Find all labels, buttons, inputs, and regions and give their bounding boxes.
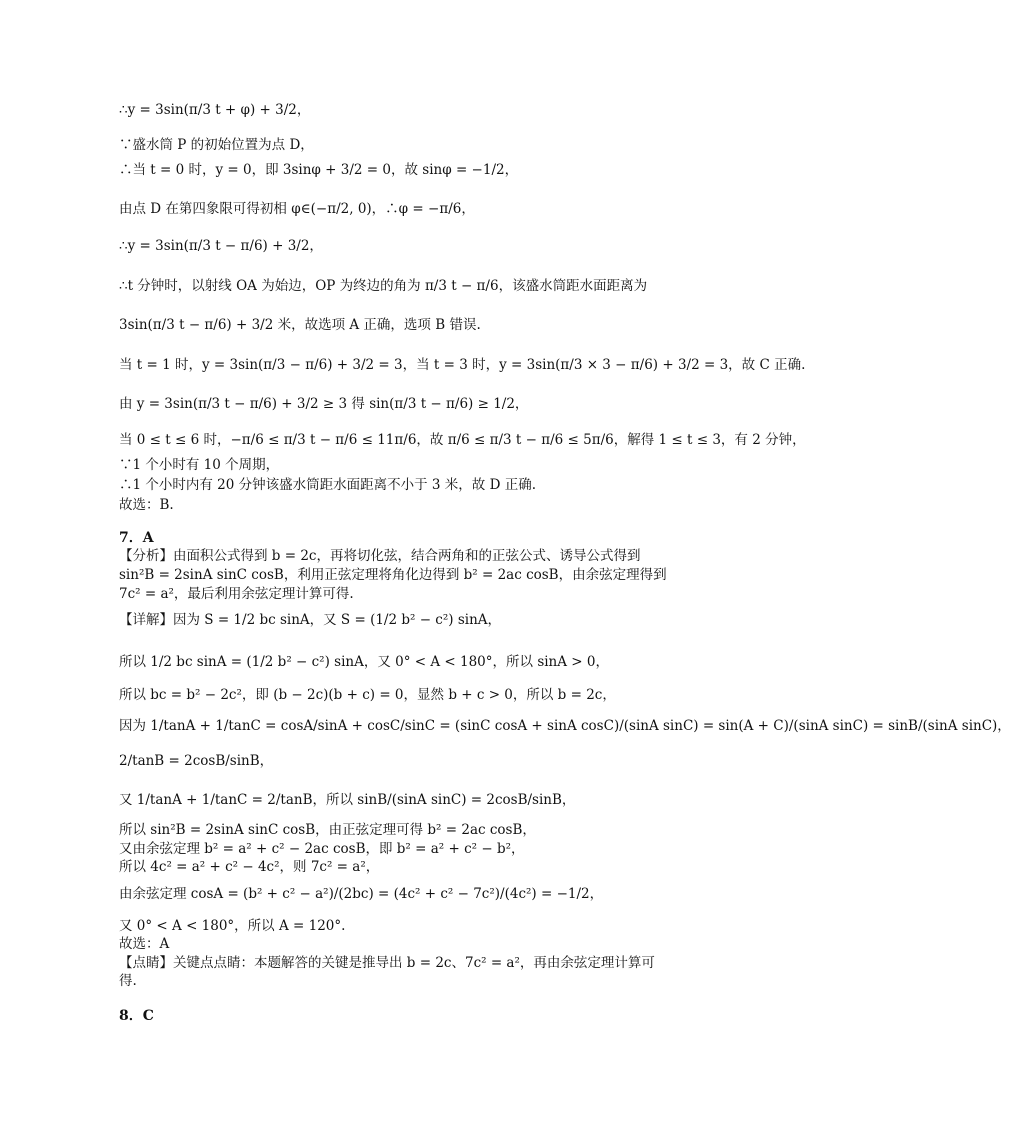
text-line: 得. (119, 973, 137, 989)
text-line: 当 0 ≤ t ≤ 6 时，−π/6 ≤ π/3 t − π/6 ≤ 11π/6，故 π/6 ≤ π/3 t − π/6 ≤ 5π/6，解得 1 ≤ t ≤ 3，有 2 分钟， (119, 432, 806, 448)
text-line: 故选：B. (119, 497, 174, 513)
text-line: 所以 bc = b² − 2c²，即 (b − 2c)(b + c) = 0，显然 b + c > 0，所以 b = 2c， (119, 687, 616, 703)
text-line: 【详解】因为 S = 1/2 bc sinA，又 S = (1/2 b² − c²) sinA， (119, 612, 502, 628)
text-line: ∴当 t = 0 时，y = 0，即 3sinφ + 3/2 = 0，故 sinφ = −1/2， (119, 162, 519, 178)
text-line: 所以 1/2 bc sinA = (1/2 b² − c²) sinA，又 0° < A < 180°，所以 sinA > 0， (119, 654, 609, 670)
text-line: 又 1/tanA + 1/tanC = 2/tanB，所以 sinB/(sinA sinC) = 2cosB/sinB， (119, 792, 576, 808)
text-line: 故选：A (119, 936, 170, 952)
answer-heading: 8．C (119, 1008, 154, 1024)
text-line: 又由余弦定理 b² = a² + c² − 2ac cosB，即 b² = a² + c² − b²， (119, 841, 525, 857)
text-line: ∵1 个小时有 10 个周期， (119, 457, 280, 473)
text-line: ∴y = 3sin(π/3 t − π/6) + 3/2， (119, 238, 323, 254)
text-line: ∴1 个小时内有 20 分钟该盛水筒距水面距离不小于 3 米，故 D 正确. (119, 477, 537, 493)
text-line: 当 t = 1 时，y = 3sin(π/3 − π/6) + 3/2 = 3，当 t = 3 时，y = 3sin(π/3 × 3 − π/6) + 3/2 = 3，故 C 正确. (119, 357, 806, 373)
text-line: 2/tanB = 2cosB/sinB， (119, 753, 274, 769)
text-line: 又 0° < A < 180°，所以 A = 120°. (119, 918, 346, 934)
text-line: 由 y = 3sin(π/3 t − π/6) + 3/2 ≥ 3 得 sin(π/3 t − π/6) ≥ 1/2， (119, 396, 529, 412)
text-line: 3sin(π/3 t − π/6) + 3/2 米，故选项 A 正确，选项 B 错误. (119, 317, 481, 333)
text-line: 所以 sin²B = 2sinA sinC cosB，由正弦定理可得 b² = 2ac cosB， (119, 822, 536, 838)
answer-heading: 7．A (119, 530, 154, 546)
text-line: ∵盛水筒 P 的初始位置为点 D， (119, 137, 314, 153)
text-line: 因为 1/tanA + 1/tanC = cosA/sinA + cosC/sinC = (sinC cosA + sinA cosC)/(sinA sinC) = sin(A + C)/(sinA sinC) = sinB/(sinA sinC)， (119, 718, 1011, 734)
text-line: ∴t 分钟时，以射线 OA 为始边，OP 为终边的角为 π/3 t − π/6，该盛水筒距水面距离为 (119, 278, 648, 294)
text-line: 7c² = a²，最后利用余弦定理计算可得. (119, 586, 354, 602)
text-line: 所以 4c² = a² + c² − 4c²，则 7c² = a²， (119, 859, 380, 875)
text-line: ∴y = 3sin(π/3 t + φ) + 3/2， (119, 102, 311, 118)
text-line: 由余弦定理 cosA = (b² + c² − a²)/(2bc) = (4c² + c² − 7c²)/(4c²) = −1/2， (119, 886, 604, 902)
text-line: 【点睛】关键点点睛：本题解答的关键是推导出 b = 2c、7c² = a²，再由余弦定理计算可 (119, 955, 655, 971)
text-line: sin²B = 2sinA sinC cosB，利用正弦定理将角化边得到 b² = 2ac cosB，由余弦定理得到 (119, 567, 667, 583)
text-line: 【分析】由面积公式得到 b = 2c，再将切化弦，结合两角和的正弦公式、诱导公式得到 (119, 548, 641, 564)
text-line: 由点 D 在第四象限可得初相 φ∈(−π/2, 0)，∴φ = −π/6， (119, 201, 475, 217)
